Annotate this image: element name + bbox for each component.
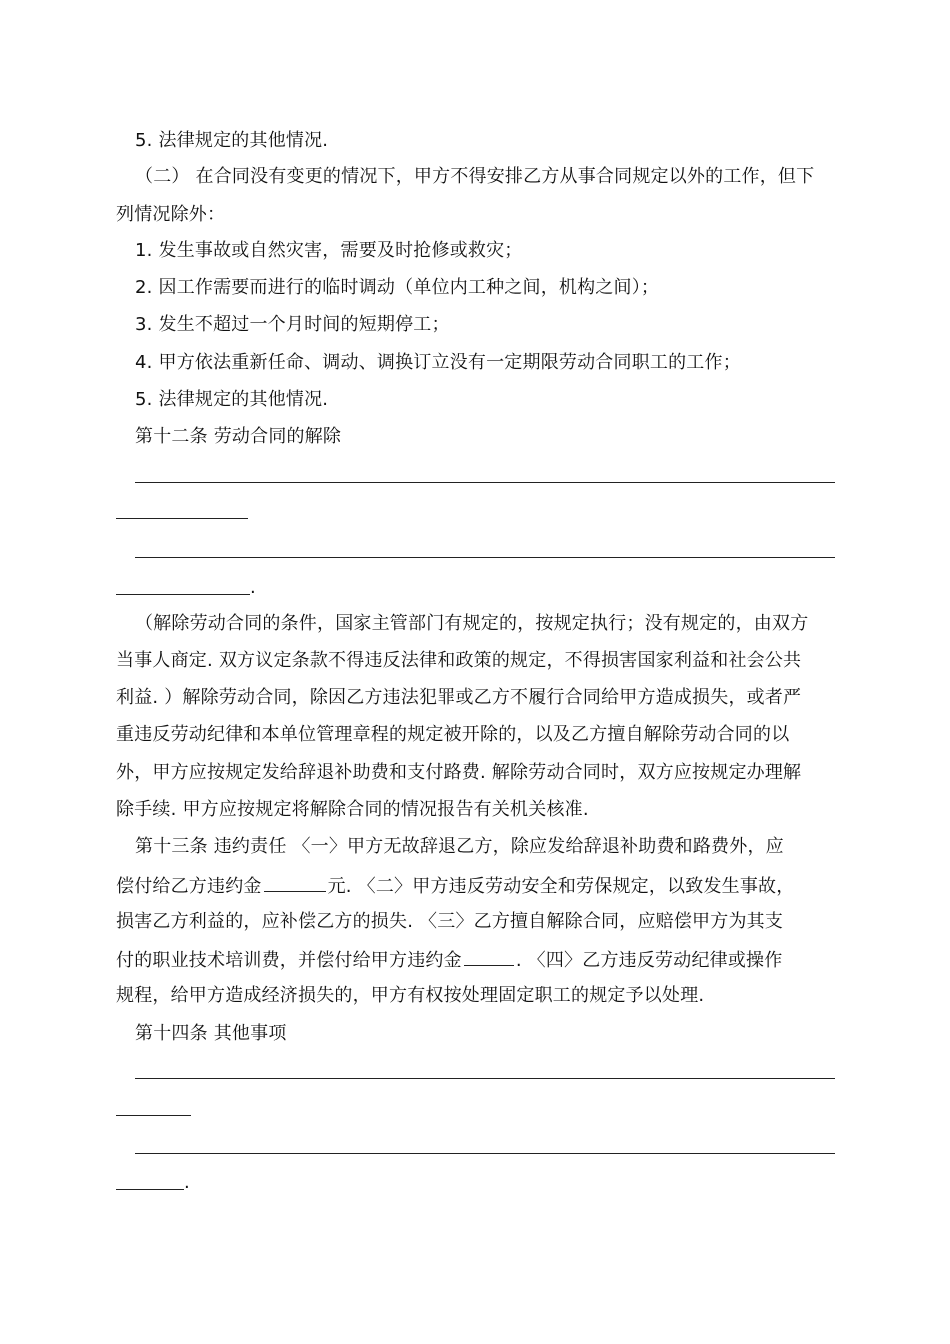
article-13-text: 元. 〈二〉甲方违反劳动安全和劳保规定，以致发生事故，	[327, 876, 795, 897]
termination-paragraph-line: 重违反劳动纪律和本单位管理章程的规定被开除的，以及乙方擅自解除劳动合同的以	[116, 724, 790, 745]
fill-line	[116, 518, 248, 519]
termination-paragraph-line: 除手续. 甲方应按规定将解除合同的情况报告有关机关核准.	[116, 799, 589, 820]
list-item-short-stoppage: 3. 发生不超过一个月时间的短期停工；	[135, 314, 450, 335]
termination-paragraph-line: （解除劳动合同的条件，国家主管部门有规定的，按规定执行；没有规定的，由双方	[135, 613, 809, 634]
clause-2-intro: （二） 在合同没有变更的情况下，甲方不得安排乙方从事合同规定以外的工作，但下	[135, 166, 815, 187]
article-13-text: 付的职业技术培训费，并偿付给甲方违约金	[116, 950, 462, 971]
article-13-text: 偿付给乙方违约金	[116, 876, 262, 897]
list-item-accident: 1. 发生事故或自然灾害，需要及时抢修或救灾；	[135, 240, 523, 261]
fill-line-period: .	[184, 1172, 190, 1193]
termination-paragraph-line: 外，甲方应按规定发给辞退补助费和支付路费. 解除劳动合同时，双方应按规定办理解	[116, 762, 802, 783]
fill-line	[116, 1115, 191, 1116]
article-13-line: 损害乙方利益的，应补偿乙方的损失. 〈三〉乙方擅自解除合同，应赔偿甲方为其支	[116, 911, 784, 932]
fill-line	[135, 1153, 835, 1154]
fill-line	[135, 1078, 835, 1079]
fill-line	[116, 594, 250, 595]
penalty-amount-blank	[264, 873, 326, 892]
termination-paragraph-line: 当事人商定. 双方议定条款不得违反法律和政策的规定，不得损害国家利益和社会公共	[116, 650, 802, 671]
article-13-line-with-blank	[116, 873, 794, 899]
article-12-heading: 第十二条 劳动合同的解除	[135, 426, 342, 447]
list-item-temporary-transfer: 2. 因工作需要而进行的临时调动（单位内工种之间，机构之间）；	[135, 277, 660, 298]
fill-line	[135, 557, 835, 558]
article-13-line-with-blank	[116, 947, 782, 973]
clause-2-intro-cont: 列情况除外：	[116, 204, 226, 225]
list-item-other-cases-2: 5. 法律规定的其他情况.	[135, 389, 329, 410]
list-item-other-cases-1: 5. 法律规定的其他情况.	[135, 130, 329, 151]
list-item-reappointment: 4. 甲方依法重新任命、调动、调换订立没有一定期限劳动合同职工的工作；	[135, 352, 741, 373]
article-13-line: 规程，给甲方造成经济损失的，甲方有权按处理固定职工的规定予以处理.	[116, 985, 705, 1006]
article-14-heading: 第十四条 其他事项	[135, 1023, 287, 1044]
fill-line-period: .	[250, 577, 256, 598]
article-13-line: 第十三条 违约责任 〈一〉甲方无故辞退乙方，除应发给辞退补助费和路费外，应	[135, 836, 784, 857]
article-13-text: . 〈四〉乙方违反劳动纪律或操作	[515, 950, 783, 971]
fill-line	[135, 482, 835, 483]
fill-line	[116, 1189, 184, 1190]
termination-paragraph-line: 利益. ）解除劳动合同，除因乙方违法犯罪或乙方不履行合同给甲方造成损失，或者严	[116, 687, 802, 708]
penalty-amount-blank	[464, 947, 514, 966]
